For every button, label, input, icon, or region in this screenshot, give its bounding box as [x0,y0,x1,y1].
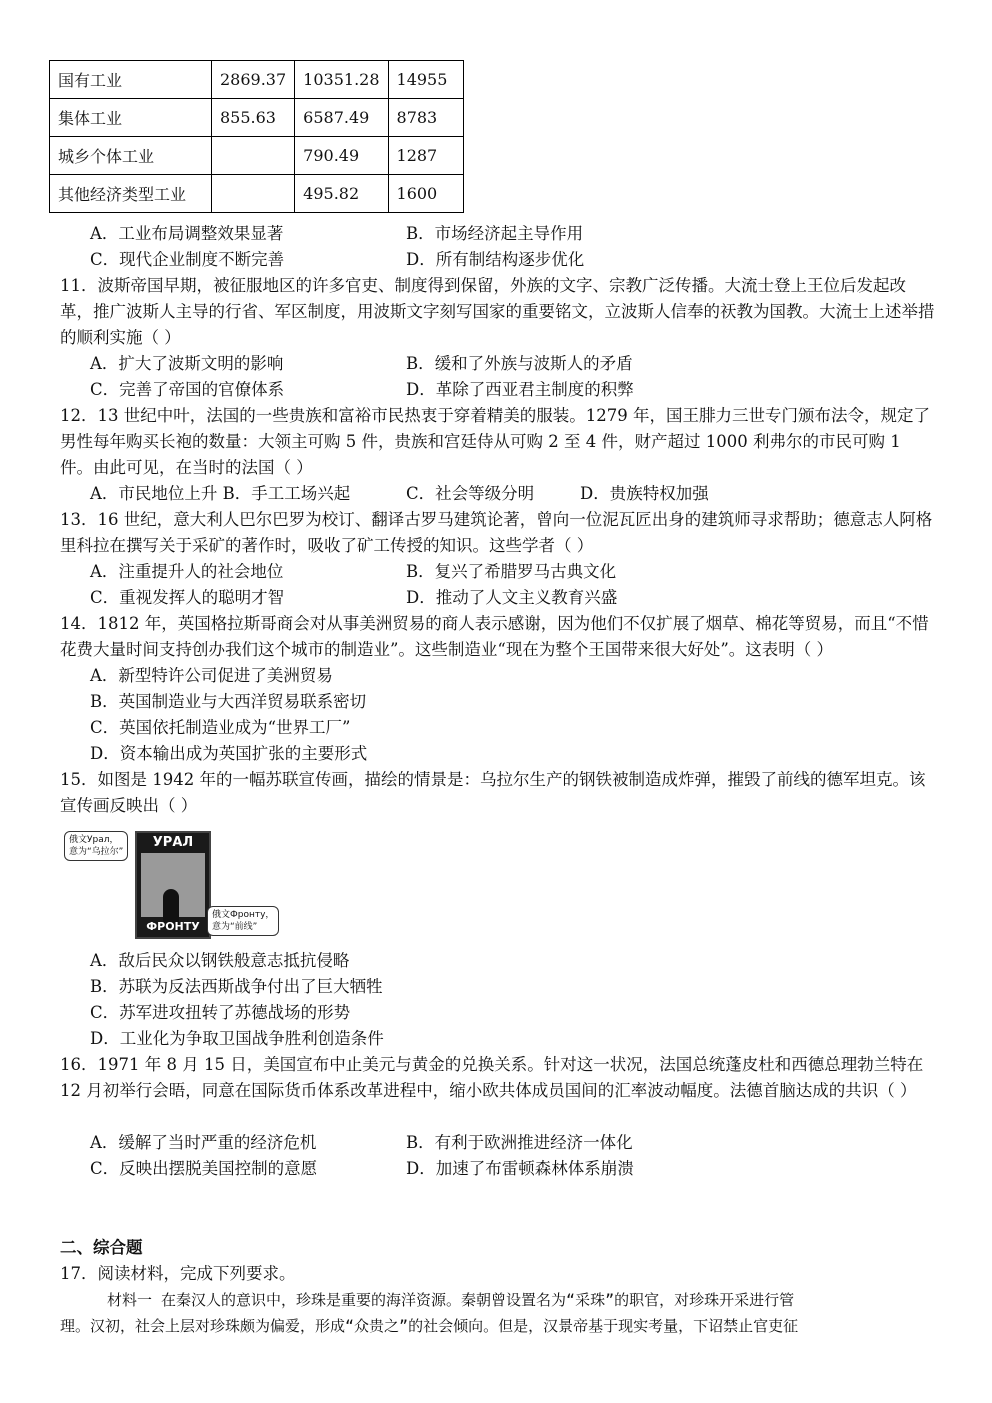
q12-option-c: C．社会等级分明 [406,484,535,503]
callout-line: 俄文Урал， [69,835,119,845]
q13-option-c: C．重视发挥人的聪明才智 [90,588,285,607]
q11-option-c: C．完善了帝国的官僚体系 [90,380,285,399]
q12-option-ab: A．市民地位上升 B．手工工场兴起 [90,484,351,503]
poster-callout-front [207,906,279,936]
callout-line: 意为“乌拉尔” [69,847,124,857]
q13-stem: 13．16 世纪，意大利人巴尔巴罗为校订、翻译古罗马建筑论著，曾向一位泥瓦匠出身的建筑师寻求帮助；德意志人阿格里科拉在撰写关于采矿的著作时，吸收了矿工传授的知识。这些学者（ ） [60,510,933,555]
q10-option-c: C．现代企业制度不断完善 [90,250,285,269]
section-title: 二、综合题 [60,1238,143,1257]
q14-option-b: B．英国制造业与大西洋贸易联系密切 [90,692,367,711]
q15-option-a: A．敌后民众以钢铁般意志抵抗侵略 [90,951,350,970]
table-row [50,175,464,213]
q10-option-d: D．所有制结构逐步优化 [406,250,585,269]
statistics-table [49,60,464,213]
q16-option-c: C．反映出摆脱美国控制的意愿 [90,1159,318,1178]
poster-illustration [141,853,205,917]
q14-option-c: C．英国依托制造业成为“世界工厂” [90,718,351,737]
table-row [50,61,464,99]
table-cell: 1600 [388,175,463,213]
material-one-line: 材料一 在秦汉人的意识中，珍珠是重要的海洋资源。秦朝曾设置名为“采珠”的职官，对珍珠开采进行管 [107,1291,795,1309]
material-one-line: 理。汉初，社会上层对珍珠颇为偏爱，形成“众贵之”的社会倾向。但是，汉景帝基于现实考量，下诏禁止官吏征 [60,1317,799,1335]
table-cell: 其他经济类型工业 [50,175,212,213]
table-cell: 6587.49 [295,99,388,137]
q17-stem: 17．阅读材料，完成下列要求。 [60,1264,296,1283]
table-row [50,137,464,175]
q16-stem: 16．1971 年 8 月 15 日，美国宣布中止美元与黄金的兑换关系。针对这一状况，法国总统蓬皮杜和西德总理勃兰特在 12 月初举行会晤，同意在国际货币体系改革进程中，缩小欧共体成员国间的汇率波动幅度。法德首脑达成的共识（ ） [60,1055,924,1100]
q11-stem: 11．波斯帝国早期，被征服地区的许多官吏、制度得到保留，外族的文字、宗教广泛传播。大流士登上王位后发起改革，推广波斯人主导的行省、军区制度，用波斯文字刻写国家的重要铭文，立波斯人信奉的祆教为国教。大流士上述举措的顺利实施（ ） [60,276,935,347]
table-cell: 495.82 [295,175,388,213]
table-cell: 14955 [388,61,463,99]
poster-bottom-text: ФРОНТУ [146,920,200,933]
q11-option-b: B．缓和了外族与波斯人的矛盾 [406,354,633,373]
table-cell: 1287 [388,137,463,175]
q13-option-a: A．注重提升人的社会地位 [90,562,284,581]
q14-stem: 14．1812 年，英国格拉斯哥商会对从事美洲贸易的商人表示感谢，因为他们不仅扩展了烟草、棉花等贸易，而且“不惜花费大量时间支持创办我们这个城市的制造业”。这些制造业“现在为整个王国带来很大好处”。这表明（ ） [60,614,929,659]
table-cell: 790.49 [295,137,388,175]
q10-option-b: B．市场经济起主导作用 [406,224,584,243]
q14-option-a: A．新型特许公司促进了美洲贸易 [90,666,333,685]
table-cell: 855.63 [212,99,295,137]
table-cell [212,175,295,213]
table-row [50,99,464,137]
q13-option-d: D．推动了人文主义教育兴盛 [406,588,618,607]
table-cell: 集体工业 [50,99,212,137]
q15-stem: 15．如图是 1942 年的一幅苏联宣传画，描绘的情景是：乌拉尔生产的钢铁被制造成炸弹，摧毁了前线的德军坦克。该宣传画反映出（ ） [60,770,926,815]
q10-option-a: A．工业布局调整效果显著 [90,224,284,243]
q15-option-c: C．苏军进攻扭转了苏德战场的形势 [90,1003,351,1022]
q16-option-b: B．有利于欧洲推进经济一体化 [406,1133,633,1152]
table-cell: 2869.37 [212,61,295,99]
q16-option-a: A．缓解了当时严重的经济危机 [90,1133,317,1152]
table-cell: 8783 [388,99,463,137]
table-cell [212,137,295,175]
table-cell: 国有工业 [50,61,212,99]
callout-line: 俄文Фронту， [212,910,275,920]
poster-top-text: УРАЛ [152,835,194,850]
q16-option-d: D．加速了布雷顿森林体系崩溃 [406,1159,634,1178]
propaganda-poster-image [135,831,211,939]
poster-callout-ural [64,831,128,861]
q12-option-d: D．贵族特权加强 [580,484,709,503]
q11-option-d: D．革除了西亚君主制度的积弊 [406,380,634,399]
q12-stem: 12．13 世纪中叶，法国的一些贵族和富裕市民热衷于穿着精美的服装。1279 年，国王腓力三世专门颁布法令，规定了男性每年购买长袍的数量：大领主可购 5 件，贵族和宫廷侍从可购 2 至 4 件，财产超过 1000 利弗尔的市民可购 1 件。由此可见，在当时的法国（ ） [60,406,930,477]
q14-option-d: D．资本输出成为英国扩张的主要形式 [90,744,368,763]
q11-option-a: A．扩大了波斯文明的影响 [90,354,284,373]
q15-option-b: B．苏联为反法西斯战争付出了巨大牺牲 [90,977,383,996]
table-cell: 10351.28 [295,61,388,99]
table-cell: 城乡个体工业 [50,137,212,175]
q15-option-d: D．工业化为争取卫国战争胜利创造条件 [90,1029,384,1048]
callout-line: 意为“前线” [212,922,258,932]
q13-option-b: B．复兴了希腊罗马古典文化 [406,562,617,581]
